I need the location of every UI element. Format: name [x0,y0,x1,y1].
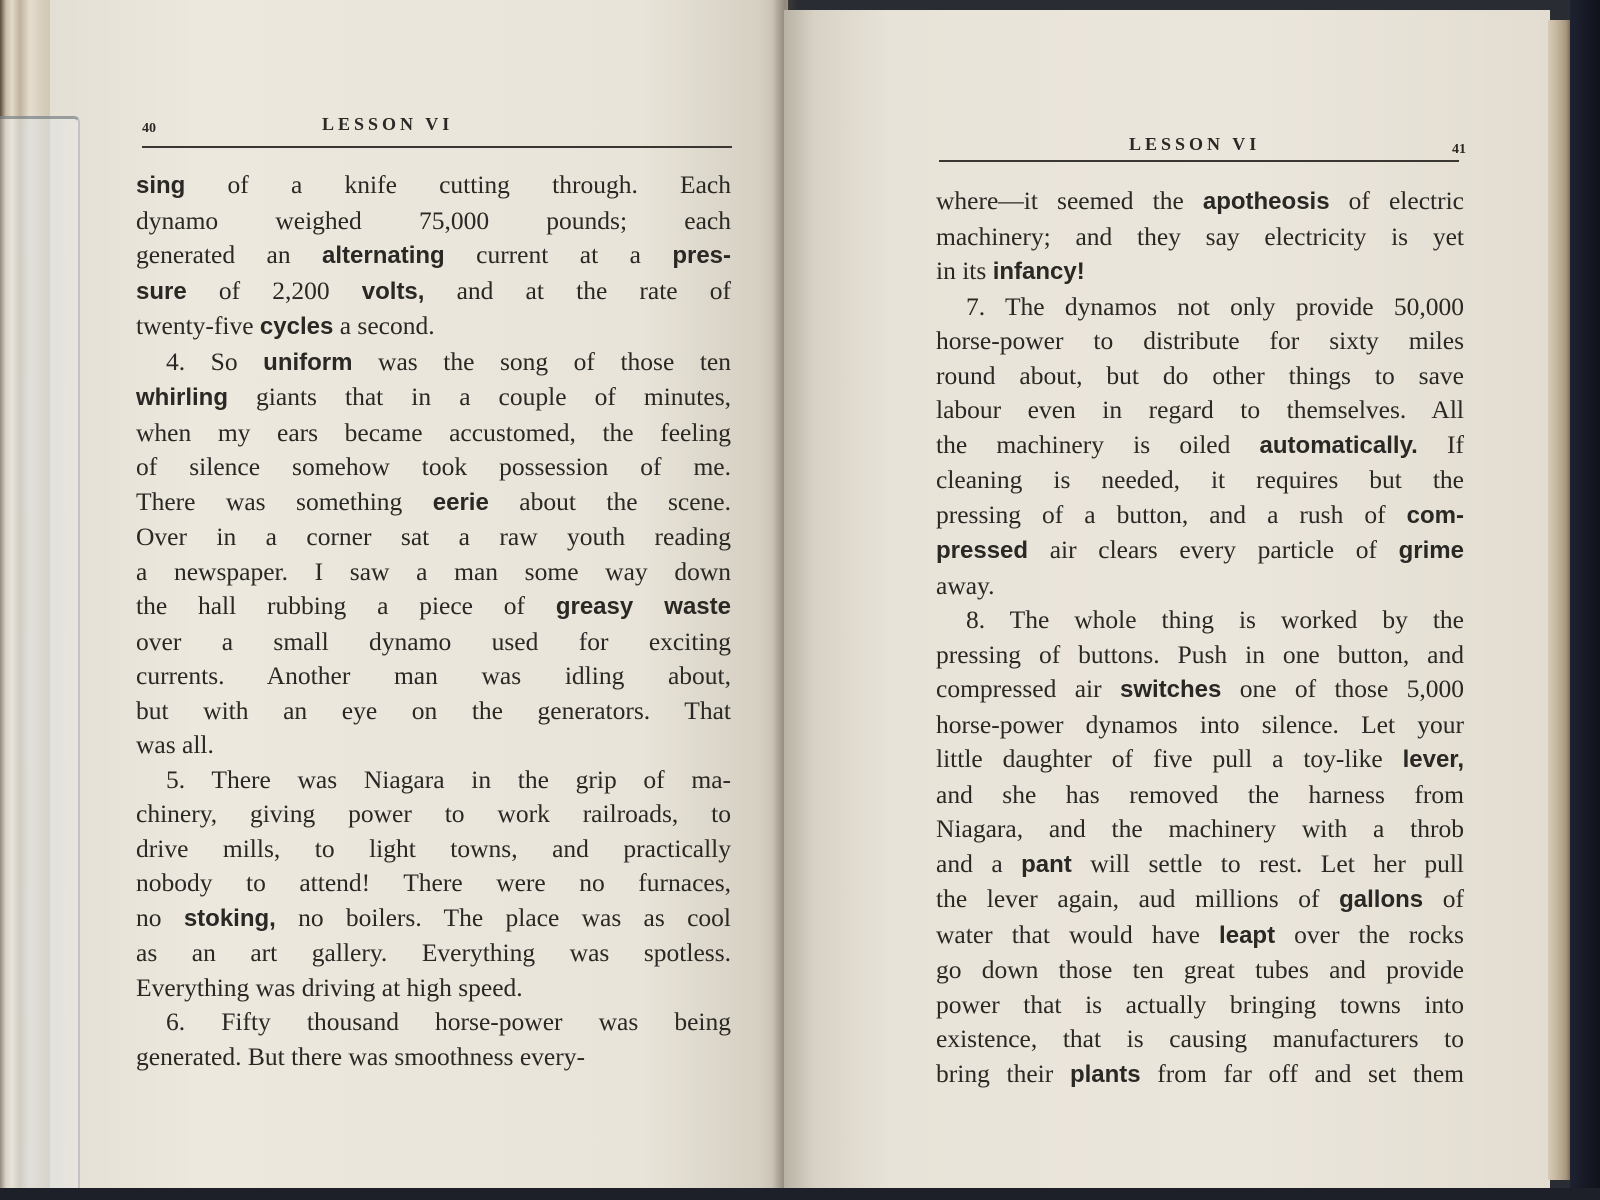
bold-term: gallons [1339,886,1424,913]
text-run: compressed air [936,674,1120,703]
book-cover [1570,0,1600,1200]
text-run: generated an [136,240,323,269]
text-run: drive mills, to light towns, and practically [136,833,731,863]
bold-term: cycles [259,313,334,340]
text-line [936,533,1464,569]
text-run: giants that in a couple of minutes, [228,382,731,411]
bold-term: apotheosis [1202,188,1330,215]
bold-term: leapt [1219,921,1276,949]
text-line [936,359,1464,394]
text-run: a second. [333,311,435,340]
text-line [936,953,1464,988]
bold-term: lever, [1402,746,1464,773]
text-run: air clears every particle of [1028,535,1399,564]
text-run: 7. The dynamos not only provide 50,000 [966,291,1464,321]
text-line [136,555,731,590]
text-line [936,988,1464,1023]
text-run: chinery, giving power to work railroads, to [136,799,731,828]
text-run: horse-power to distribute for sixty miles [936,326,1464,355]
text-run: 8. The whole thing is worked by the [966,605,1464,634]
text-line [936,1057,1464,1093]
text-run: little daughter of five pull a toy-like [936,744,1403,773]
text-line [936,672,1464,708]
text-run: over the rocks [1275,919,1464,949]
bold-term: uniform [263,348,353,376]
text-run: was all. [136,730,214,759]
text-run: away. [936,570,995,600]
text-run: but with an eye on the generators. That [136,695,731,725]
text-run: one of those 5,000 [1221,674,1464,703]
text-line [136,971,731,1006]
bold-term: grime [1398,537,1464,564]
text-run: no [136,902,184,932]
right-running-head: LESSON VI [1129,134,1261,154]
bold-term: pressed [936,537,1029,564]
bold-term: greasy waste [555,593,731,620]
text-run: Over in a corner sat a raw youth reading [136,522,731,551]
right-page-edges [1548,20,1572,1180]
bold-term: pant [1021,850,1072,878]
text-run: about the scene. [488,486,732,516]
text-line [136,274,731,310]
text-run: as an art gallery. Everything was spotless. [136,938,731,967]
right-page-number: 41 [1452,142,1466,157]
table-shadow [0,1188,1600,1200]
text-line [936,638,1464,673]
text-line [936,742,1464,778]
text-run: existence, that is causing manufacturers to [936,1024,1464,1053]
text-line [936,569,1464,604]
text-line [136,450,731,485]
text-run: If [1417,429,1465,459]
text-line [936,393,1464,428]
text-line [936,918,1464,954]
text-run: and a [936,848,1022,878]
text-line [936,428,1464,464]
bold-term: com- [1406,501,1464,529]
text-run: was the song of those ten [352,346,731,376]
text-run: and she has removed the harness from [936,779,1464,809]
text-run: horse-power dynamos into silence. Let your [936,709,1464,739]
right-page [784,10,1550,1192]
text-line [136,380,731,416]
text-line [136,309,731,345]
text-line [136,485,731,521]
text-line [136,936,731,971]
text-run: a newspaper. I saw a man some way down [136,556,731,586]
text-run: Everything was driving at high speed. [136,972,523,1002]
text-run: generated. But there was smoothness every- [136,1041,585,1071]
text-run: 5. There was Niagara in the grip of ma- [166,764,731,794]
bold-term: sing [136,172,186,199]
left-page-body [136,168,731,1074]
bold-term: sure [136,277,187,305]
text-line [936,1022,1464,1057]
text-run: water that would have [936,919,1220,949]
text-run: of [1423,884,1464,913]
text-line [136,204,731,239]
bold-term: plants [1069,1060,1141,1088]
text-line [136,238,731,274]
text-run: twenty-five [136,311,260,340]
left-running-head: LESSON VI [322,114,454,134]
text-run: no boilers. The place was as cool [275,902,731,932]
text-line [136,416,731,451]
text-run: of electric [1329,186,1465,215]
text-line [136,625,731,660]
left-page [50,0,788,1196]
text-run: and at the rate of [424,275,732,305]
bold-term: alternating [322,242,445,269]
text-line [936,778,1464,813]
bold-term: whirling [136,384,228,411]
text-run: There was something [136,486,433,516]
bold-term: infancy! [992,258,1085,285]
text-line [936,708,1464,743]
text-line [136,1040,731,1075]
text-run: the lever again, aud millions of [936,884,1340,913]
text-run: power that is actually bringing towns into [936,989,1464,1019]
text-line [936,882,1464,918]
text-line [936,184,1464,220]
text-line [936,290,1464,325]
text-run: the hall rubbing a piece of [136,591,556,620]
text-line [936,463,1464,498]
text-run: over a small dynamo used for exciting [136,626,731,656]
bold-term: eerie [432,488,489,516]
text-line [936,254,1464,290]
text-line [936,812,1464,847]
text-run: Niagara, and the machinery with a throb [936,814,1464,843]
text-line [136,866,731,901]
text-run: pressing of buttons. Push in one button, and [936,639,1464,669]
right-header-rule [939,160,1459,162]
left-page-number: 40 [142,121,156,136]
glass-bookmark [0,116,80,1200]
text-run: nobody to attend! There were no furnaces, [136,868,731,897]
right-page-body [936,184,1464,1092]
text-run: current at a [444,240,673,269]
text-line [136,589,731,625]
text-run: labour even in regard to themselves. All [936,395,1464,424]
text-line [136,1005,731,1040]
text-run: cleaning is needed, it requires but the [936,465,1464,494]
bold-term: pres- [672,242,731,269]
text-line [136,797,731,832]
text-run: of 2,200 [186,275,362,305]
text-run: round about, but do other things to save [936,360,1464,390]
text-line [136,659,731,694]
text-run: from far off and set them [1140,1058,1465,1088]
text-run: pressing of a button, and a rush of [936,499,1407,529]
text-run: 4. So [166,346,264,376]
text-run: go down those ten great tubes and provide [936,955,1464,984]
text-run: the machinery is oiled [936,429,1260,459]
text-run: of silence somehow took possession of me. [136,452,731,481]
bold-term: volts, [361,277,425,305]
bold-term: stoking, [183,904,276,932]
text-line [936,220,1464,255]
text-line [136,901,731,937]
text-run: will settle to rest. Let her pull [1071,848,1464,878]
text-line [936,324,1464,359]
text-run: when my ears became accustomed, the feeling [136,417,731,447]
text-line [136,168,731,204]
text-run: in its [936,256,993,285]
text-run: where—it seemed the [936,186,1203,215]
text-line [136,763,731,798]
text-run: bring their [936,1058,1070,1088]
text-run: currents. Another man was idling about, [136,661,731,690]
bold-term: switches [1119,676,1222,703]
text-line [936,847,1464,883]
text-run: machinery; and they say electricity is yet [936,221,1464,251]
text-line [136,694,731,729]
text-run: dynamo weighed 75,000 pounds; each [136,205,731,235]
bold-term: automatically. [1259,431,1418,459]
text-line [136,728,731,763]
text-run: 6. Fifty thousand horse-power was being [166,1007,731,1036]
text-line [936,498,1464,534]
left-header-rule [142,146,732,148]
text-line [136,520,731,555]
text-line [936,603,1464,638]
text-run: of a knife cutting through. Each [185,170,731,199]
text-line [136,345,731,381]
text-line [136,832,731,867]
